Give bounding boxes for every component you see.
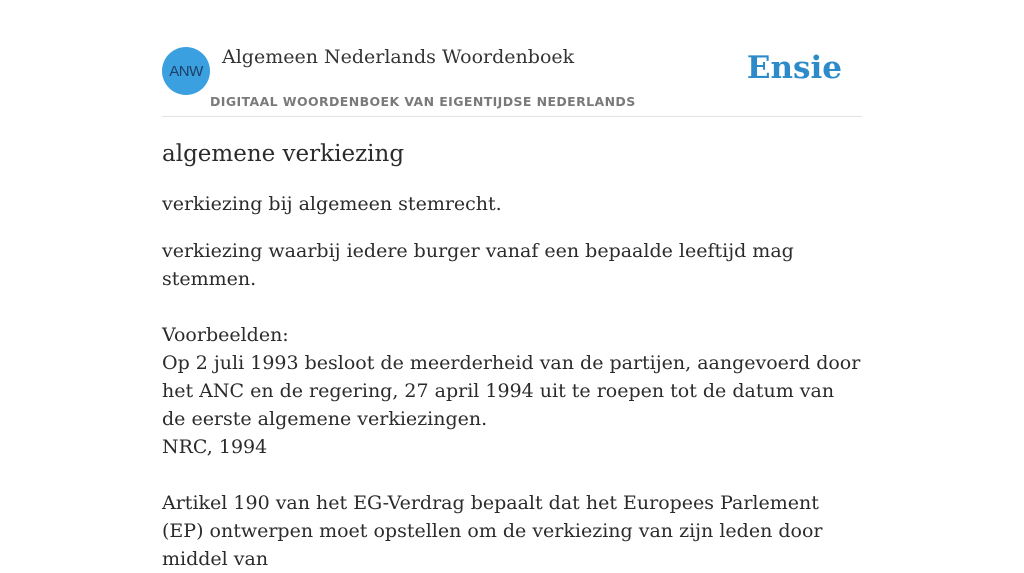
definition-2: verkiezing waarbij iedere burger vanaf een bepaalde leeftijd mag stemmen. <box>162 240 794 290</box>
anw-logo[interactable] <box>162 47 210 95</box>
ensie-brand-link[interactable]: Ensie <box>746 50 842 86</box>
logo-text: ANW <box>169 62 203 80</box>
entry-headword: algemene verkiezing <box>162 141 405 167</box>
definition-1: verkiezing bij algemeen stemrecht. <box>162 193 502 215</box>
entry-content <box>162 138 862 573</box>
examples-section <box>162 321 862 573</box>
examples-label: Voorbeelden: <box>162 324 289 346</box>
example-item <box>162 489 862 573</box>
example-item <box>162 349 862 461</box>
dictionary-subtitle: DIGITAAL WOORDENBOEK VAN EIGENTIJDSE NEDERLANDS <box>210 94 636 109</box>
site-header <box>162 40 862 117</box>
example-text: Op 2 juli 1993 besloot de meerderheid van de partijen, aangevoerd door het ANC en de regering, 27 april 1994 uit te roepen tot de datum van de eerste algemene verkiezingen. <box>162 352 861 430</box>
example-text: Artikel 190 van het EG-Verdrag bepaalt dat het Europees Parlement (EP) ontwerpen moet opstellen om de verkiezing van zijn leden door middel van <box>162 492 823 570</box>
dictionary-title[interactable]: Algemeen Nederlands Woordenboek <box>222 46 575 68</box>
example-source: NRC, 1994 <box>162 436 268 458</box>
